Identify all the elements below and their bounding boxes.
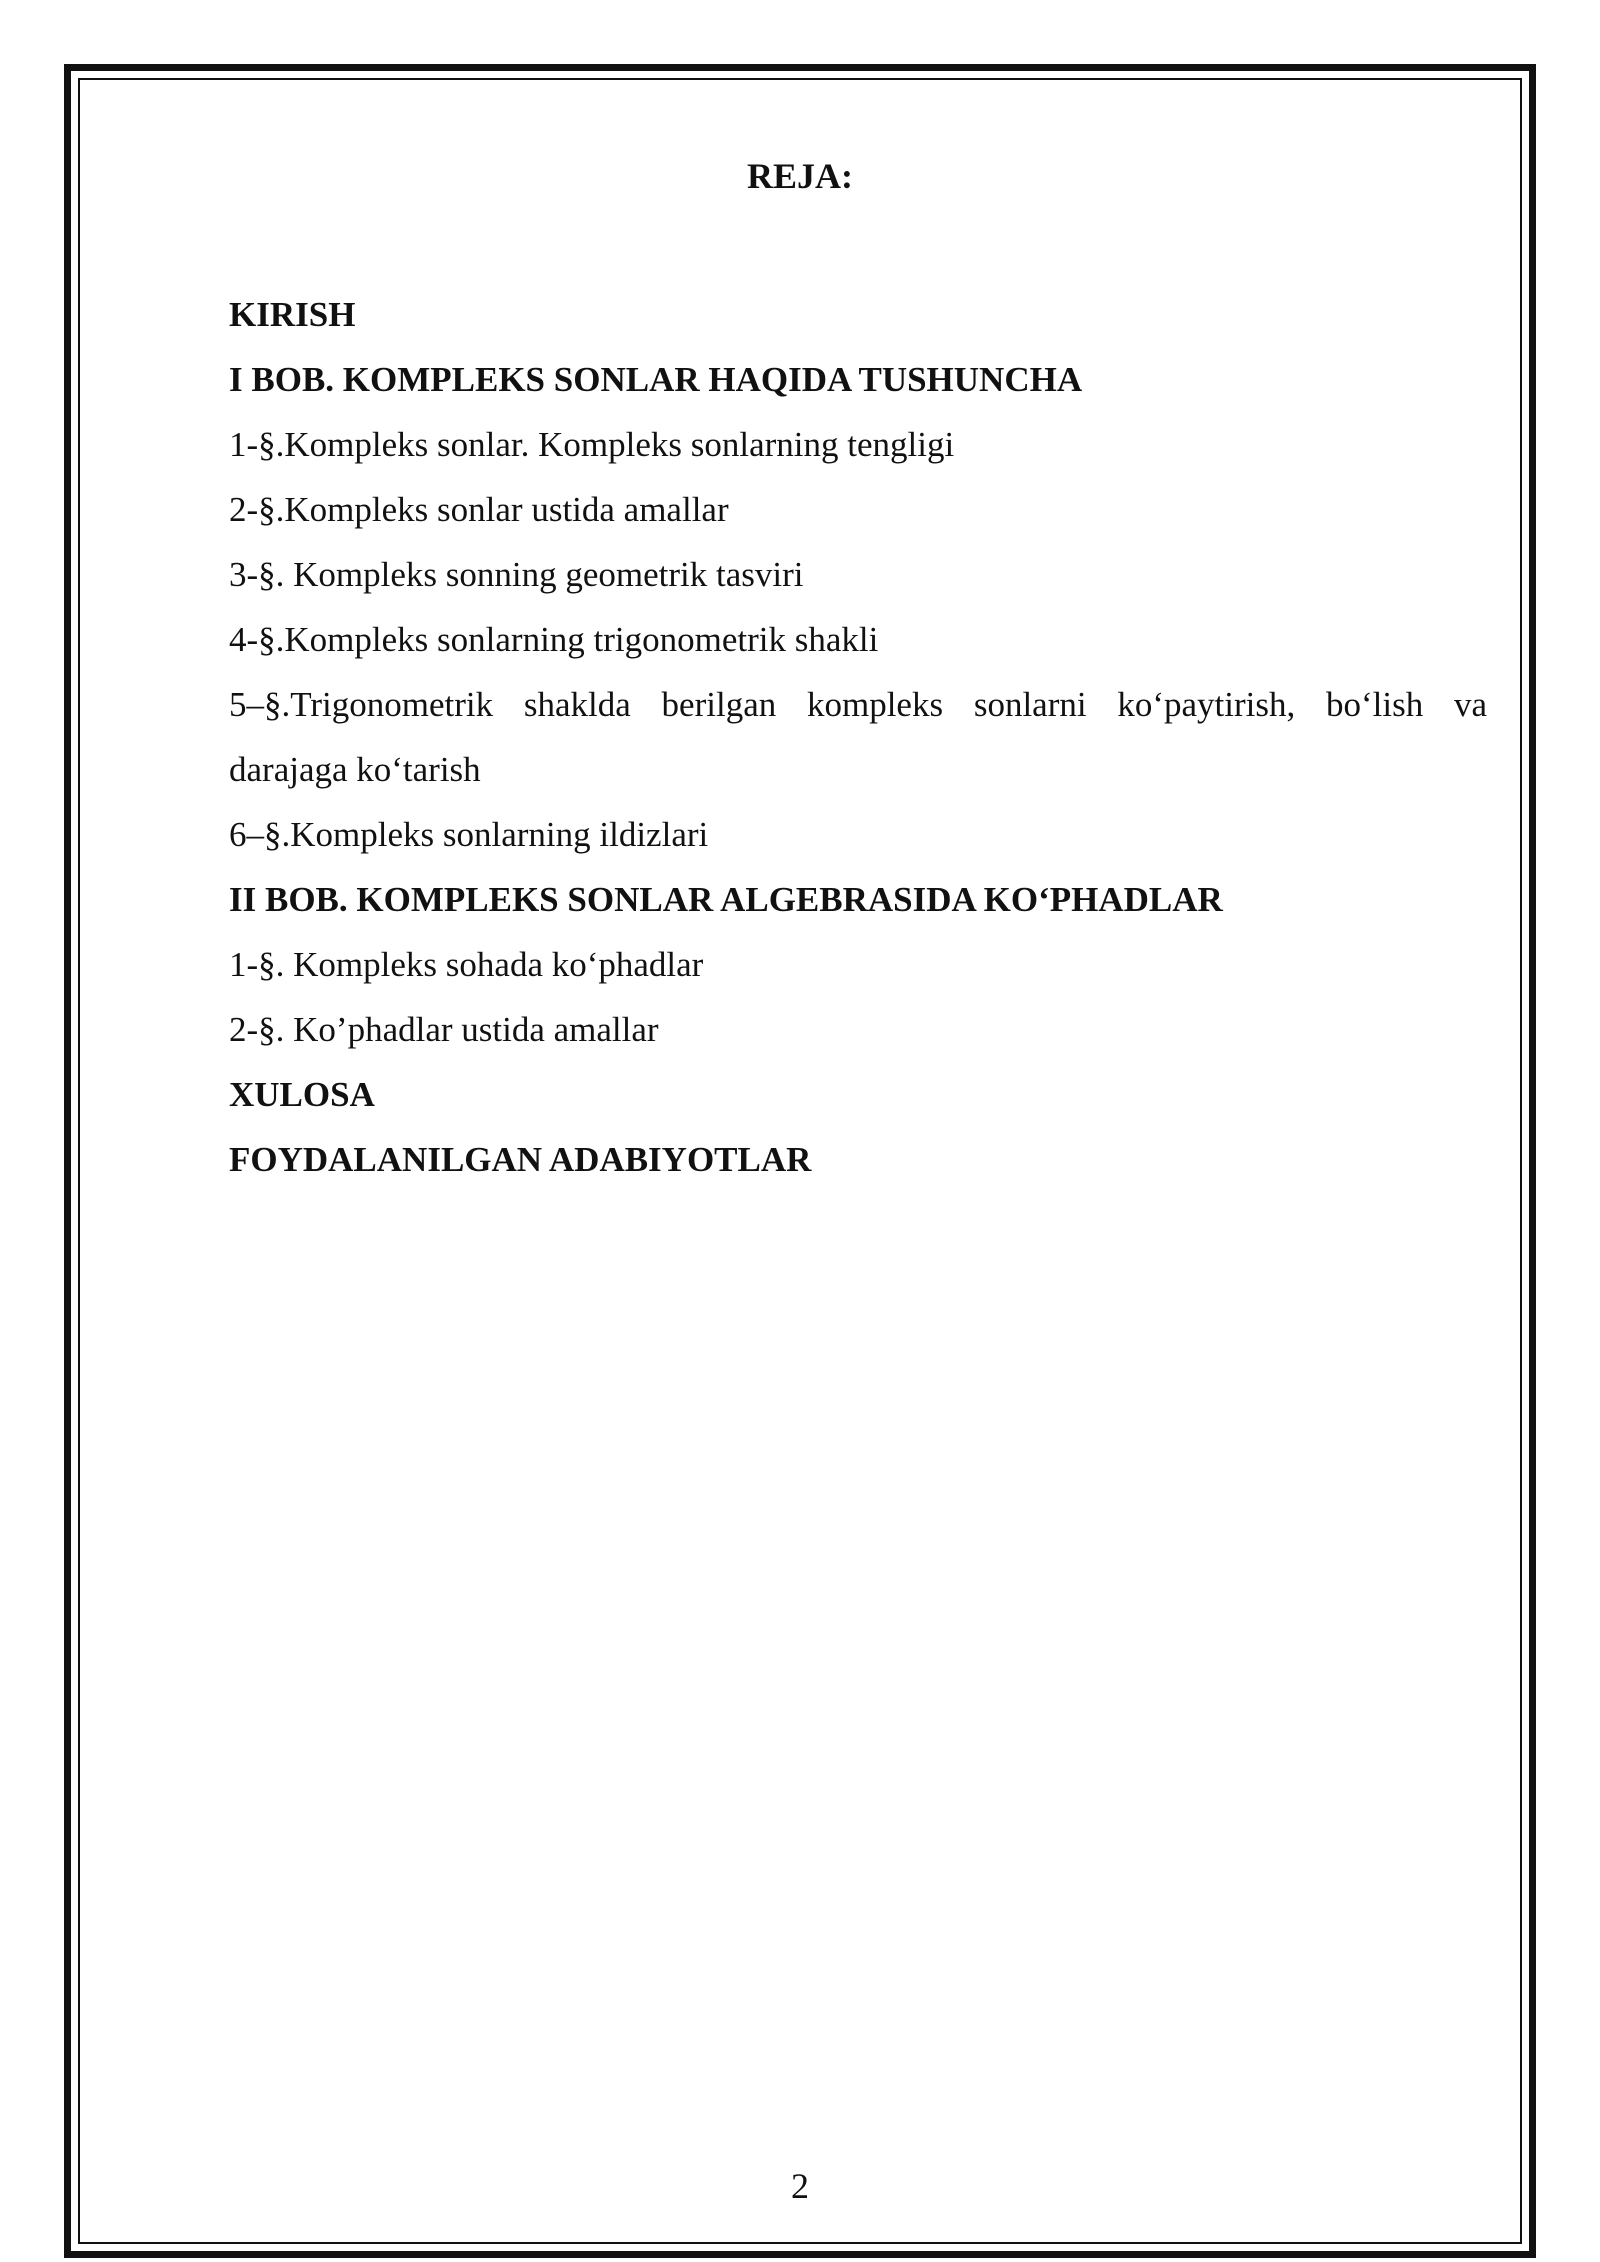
- toc-section-1-5-continued: darajaga ko‘tarish: [229, 750, 481, 789]
- toc-chapter-1: I BOB. KOMPLEKS SONLAR HAQIDA TUSHUNCHA: [229, 360, 1083, 399]
- toc-item-references: FOYDALANILGAN ADABIYOTLAR: [229, 1140, 812, 1179]
- page-title: REJA:: [747, 156, 853, 196]
- toc-section-1-4: 4-§.Kompleks sonlarning trigonometrik shakli: [229, 620, 879, 659]
- toc-section-1-3: 3-§. Kompleks sonning geometrik tasviri: [229, 555, 804, 594]
- toc-section-1-1: 1-§.Kompleks sonlar. Kompleks sonlarning tengligi: [229, 425, 955, 464]
- toc-item-xulosa: XULOSA: [229, 1075, 375, 1114]
- toc-chapter-2: II BOB. KOMPLEKS SONLAR ALGEBRASIDA KO‘PHADLAR: [229, 880, 1223, 919]
- table-of-contents: [229, 282, 1487, 1192]
- toc-section-2-2: 2-§. Ko’phadlar ustida amallar: [229, 1010, 659, 1049]
- toc-section-2-1: 1-§. Kompleks sohada ko‘phadlar: [229, 945, 704, 984]
- toc-section-1-5: 5–§.Trigonometrik shaklda berilgan kompleks sonlarni ko‘paytirish, bo‘lish va: [229, 685, 1487, 724]
- toc-section-1-6: 6–§.Kompleks sonlarning ildizlari: [229, 815, 709, 854]
- page-number: 2: [791, 2166, 809, 2206]
- toc-section-1-2: 2-§.Kompleks sonlar ustida amallar: [229, 490, 729, 529]
- toc-item-kirish: KIRISH: [229, 295, 356, 334]
